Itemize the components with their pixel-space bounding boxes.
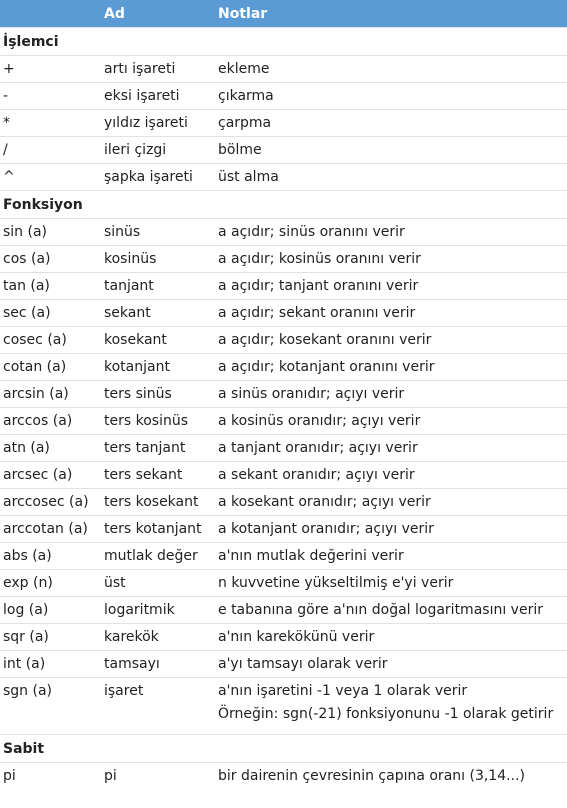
notes-cell: a sinüs oranıdır; açıyı verir	[215, 381, 567, 408]
header-cell-name: Ad	[101, 0, 215, 28]
symbol-cell: +	[0, 56, 101, 83]
table-row	[0, 763, 567, 790]
symbol-cell: sgn (a)	[0, 678, 101, 705]
table-row	[0, 327, 567, 354]
table-row	[0, 83, 567, 110]
table-row	[0, 570, 567, 597]
table-row	[0, 300, 567, 327]
symbol-cell: /	[0, 137, 101, 164]
name-cell: pi	[101, 763, 215, 790]
name-cell: artı işareti	[101, 56, 215, 83]
name-cell: kosinüs	[101, 246, 215, 273]
name-cell: yıldız işareti	[101, 110, 215, 137]
symbol-cell: arccos (a)	[0, 408, 101, 435]
table-row	[0, 651, 567, 678]
notes-cell: a'yı tamsayı olarak verir	[215, 651, 567, 678]
notes-cell: a açıdır; tanjant oranını verir	[215, 273, 567, 300]
note-row	[0, 704, 567, 735]
notes-cell: ekleme	[215, 56, 567, 83]
table-row	[0, 381, 567, 408]
symbol-cell: sec (a)	[0, 300, 101, 327]
notes-cell: a açıdır; sinüs oranını verir	[215, 219, 567, 246]
name-cell	[101, 704, 215, 735]
symbol-cell: *	[0, 110, 101, 137]
table-row	[0, 435, 567, 462]
name-cell: şapka işareti	[101, 164, 215, 191]
name-cell: kosekant	[101, 327, 215, 354]
name-cell: sinüs	[101, 219, 215, 246]
table-row	[0, 137, 567, 164]
notes-cell: n kuvvetine yükseltilmiş e'yi verir	[215, 570, 567, 597]
header-cell-notes: Notlar	[215, 0, 567, 28]
table-row	[0, 164, 567, 191]
table-row	[0, 56, 567, 83]
symbol-cell: arcsec (a)	[0, 462, 101, 489]
symbol-cell: -	[0, 83, 101, 110]
section-title: Fonksiyon	[0, 191, 567, 219]
notes-cell: çıkarma	[215, 83, 567, 110]
name-cell: ters kosekant	[101, 489, 215, 516]
symbol-cell: sin (a)	[0, 219, 101, 246]
table-row	[0, 354, 567, 381]
symbol-cell: cotan (a)	[0, 354, 101, 381]
name-cell: eksi işareti	[101, 83, 215, 110]
name-cell: karekök	[101, 624, 215, 651]
notes-cell: a kosekant oranıdır; açıyı verir	[215, 489, 567, 516]
name-cell: ters sinüs	[101, 381, 215, 408]
notes-cell: a sekant oranıdır; açıyı verir	[215, 462, 567, 489]
name-cell: logaritmik	[101, 597, 215, 624]
notes-cell: a kotanjant oranıdır; açıyı verir	[215, 516, 567, 543]
table-row	[0, 273, 567, 300]
symbol-cell: sqr (a)	[0, 624, 101, 651]
name-cell: işaret	[101, 678, 215, 705]
symbol-cell: arcsin (a)	[0, 381, 101, 408]
name-cell: sekant	[101, 300, 215, 327]
notes-cell: a açıdır; sekant oranını verir	[215, 300, 567, 327]
table-row	[0, 489, 567, 516]
section-title: İşlemci	[0, 28, 567, 56]
notes-cell: çarpma	[215, 110, 567, 137]
notes-cell: Örneğin: sgn(-21) fonksiyonunu -1 olarak getirir	[218, 706, 554, 722]
notes-cell: a kosinüs oranıdır; açıyı verir	[215, 408, 567, 435]
section-header-row	[0, 28, 567, 56]
symbol-cell: atn (a)	[0, 435, 101, 462]
symbol-cell: arccosec (a)	[0, 489, 101, 516]
section-header-row	[0, 735, 567, 763]
table-body	[0, 28, 567, 790]
header-cell-symbol	[0, 0, 101, 28]
table-row	[0, 624, 567, 651]
name-cell: ters kotanjant	[101, 516, 215, 543]
table-row	[0, 516, 567, 543]
notes-cell: a açıdır; kosinüs oranını verir	[215, 246, 567, 273]
table-row	[0, 408, 567, 435]
section-title: Sabit	[0, 735, 567, 763]
symbol-cell: pi	[0, 763, 101, 790]
symbol-cell: tan (a)	[0, 273, 101, 300]
notes-cell: bölme	[215, 137, 567, 164]
name-cell: kotanjant	[101, 354, 215, 381]
table-row	[0, 597, 567, 624]
notes-cell: a'nın karekökünü verir	[215, 624, 567, 651]
table-header-row	[0, 0, 567, 28]
notes-cell: a'nın işaretini -1 veya 1 olarak verir	[215, 678, 567, 705]
symbol-cell: ^	[0, 164, 101, 191]
name-cell: ters tanjant	[101, 435, 215, 462]
name-cell: ters kosinüs	[101, 408, 215, 435]
notes-cell: a tanjant oranıdır; açıyı verir	[215, 435, 567, 462]
symbol-cell: cosec (a)	[0, 327, 101, 354]
name-cell: mutlak değer	[101, 543, 215, 570]
symbol-cell: log (a)	[0, 597, 101, 624]
notes-cell: a açıdır; kosekant oranını verir	[215, 327, 567, 354]
table-row	[0, 110, 567, 137]
name-cell: ileri çizgi	[101, 137, 215, 164]
table-row	[0, 462, 567, 489]
table-row	[0, 219, 567, 246]
table-row	[0, 543, 567, 570]
notes-cell: a açıdır; kotanjant oranını verir	[215, 354, 567, 381]
symbol-cell: arccotan (a)	[0, 516, 101, 543]
notes-cell: e tabanına göre a'nın doğal logaritmasını verir	[215, 597, 567, 624]
symbol-cell: int (a)	[0, 651, 101, 678]
notes-cell: üst alma	[215, 164, 567, 191]
notes-cell: bir dairenin çevresinin çapına oranı (3,14...)	[215, 763, 567, 790]
symbol-cell: abs (a)	[0, 543, 101, 570]
symbol-cell	[0, 704, 101, 735]
name-cell: tanjant	[101, 273, 215, 300]
symbol-cell: exp (n)	[0, 570, 101, 597]
name-cell: tamsayı	[101, 651, 215, 678]
name-cell: üst	[101, 570, 215, 597]
table-row	[0, 678, 567, 705]
name-cell: ters sekant	[101, 462, 215, 489]
symbol-cell: cos (a)	[0, 246, 101, 273]
notes-cell: a'nın mutlak değerini verir	[215, 543, 567, 570]
section-header-row	[0, 191, 567, 219]
table-row	[0, 246, 567, 273]
